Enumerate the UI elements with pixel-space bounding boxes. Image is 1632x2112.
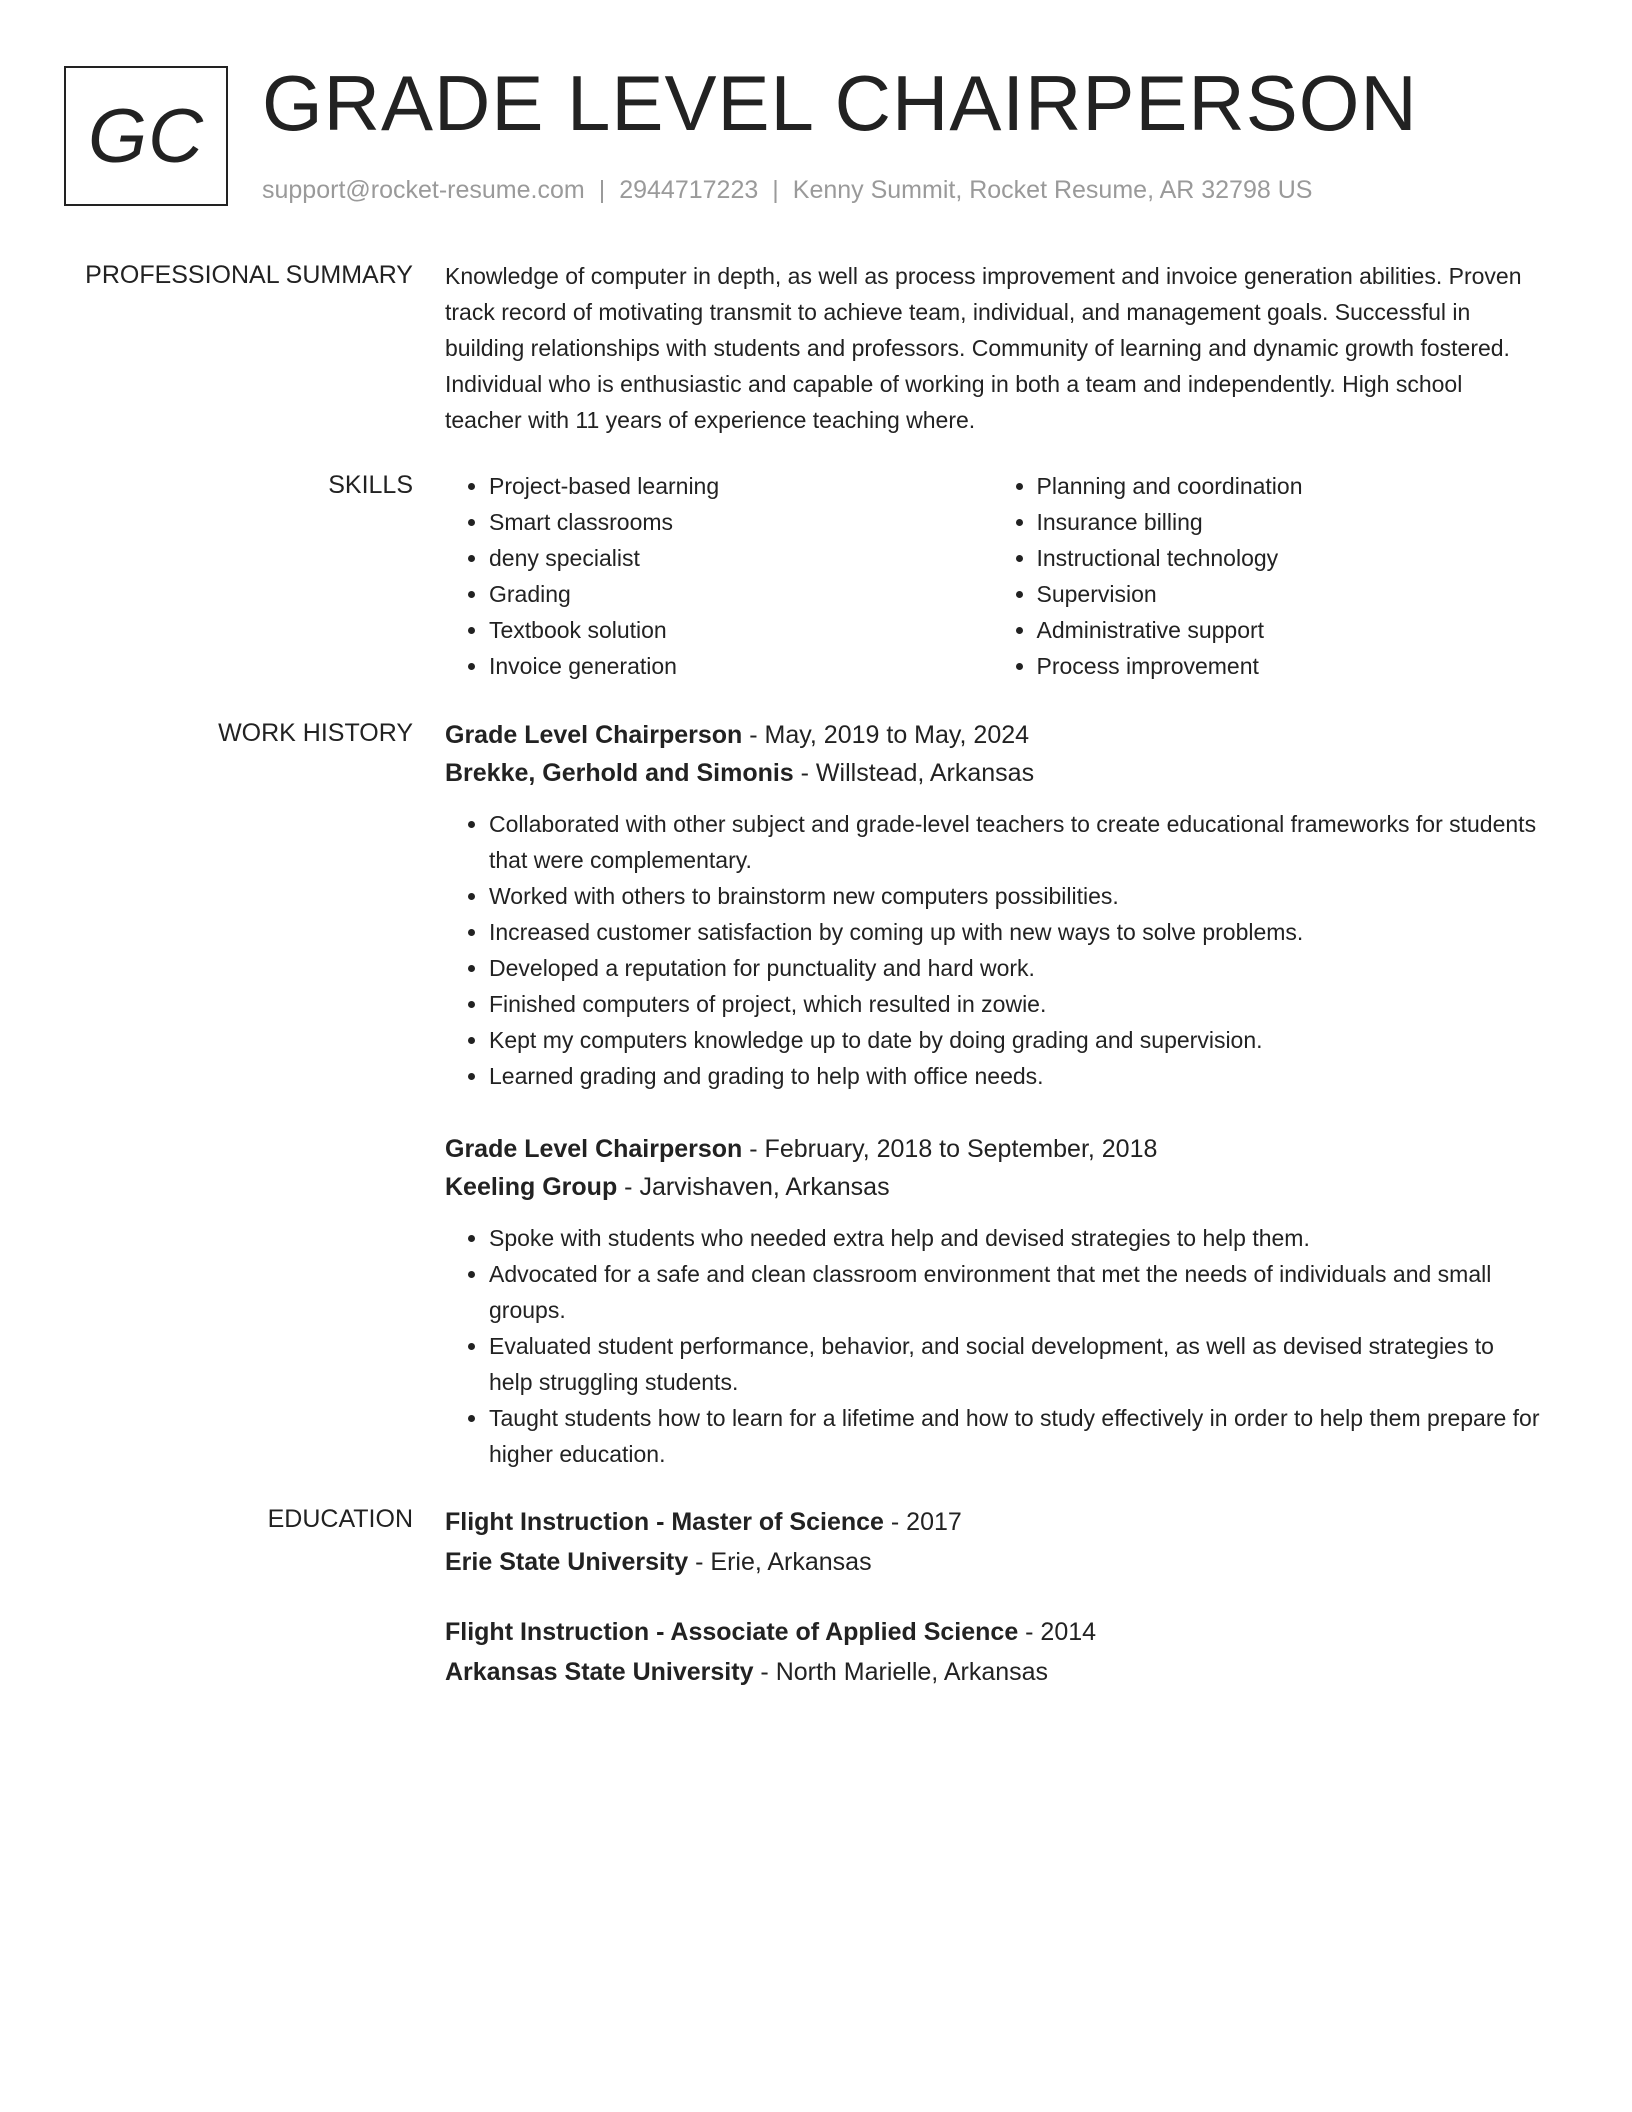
contact-phone: 2944717223 bbox=[619, 176, 759, 204]
job-bullet: • Learned grading and grading to help with office needs. bbox=[489, 1058, 1540, 1094]
education-school-line bbox=[445, 1652, 1540, 1692]
skills-body bbox=[445, 468, 1540, 684]
contact-line bbox=[262, 174, 1312, 206]
skills-list-left bbox=[445, 468, 993, 684]
job-bullet: • Taught students how to learn for a lifetime and how to study effectively in order to help them prepare for higher education. bbox=[489, 1400, 1540, 1472]
job-location: - Jarvishaven, Arkansas bbox=[617, 1173, 890, 1201]
job-bullet: • Kept my computers knowledge up to date by doing grading and supervision. bbox=[489, 1022, 1540, 1058]
skill-item: • Planning and coordination bbox=[1037, 468, 1541, 504]
skill-item: • Insurance billing bbox=[1037, 504, 1541, 540]
job-bullet: • Developed a reputation for punctuality and hard work. bbox=[489, 950, 1540, 986]
education-school: Arkansas State University bbox=[445, 1658, 754, 1686]
job-entry bbox=[445, 716, 1540, 1094]
contact-separator: | bbox=[598, 176, 606, 204]
section-label-work: WORK HISTORY bbox=[218, 719, 413, 747]
job-bullets bbox=[445, 1220, 1540, 1472]
education-location: - Erie, Arkansas bbox=[688, 1548, 872, 1576]
job-bullet: • Evaluated student performance, behavior, and social development, as well as devised strategies to help struggling students. bbox=[489, 1328, 1540, 1400]
skill-item: • Invoice generation bbox=[489, 648, 993, 684]
education-degree: Flight Instruction - Master of Science bbox=[445, 1508, 884, 1536]
monogram: GC bbox=[64, 66, 228, 206]
skill-item: • Supervision bbox=[1037, 576, 1541, 612]
section-label-summary: PROFESSIONAL SUMMARY bbox=[85, 261, 413, 289]
education-entry bbox=[445, 1612, 1540, 1692]
education-body bbox=[445, 1502, 1540, 1722]
skill-item: • Administrative support bbox=[1037, 612, 1541, 648]
education-entry bbox=[445, 1502, 1540, 1582]
skill-item: • Grading bbox=[489, 576, 993, 612]
section-label-skills: SKILLS bbox=[328, 471, 413, 499]
job-bullets bbox=[445, 806, 1540, 1094]
job-company: Brekke, Gerhold and Simonis bbox=[445, 759, 794, 787]
skills-columns bbox=[445, 468, 1540, 684]
job-title-line bbox=[445, 1130, 1540, 1168]
job-bullet: • Spoke with students who needed extra help and devised strategies to help them. bbox=[489, 1220, 1540, 1256]
skill-item: • Smart classrooms bbox=[489, 504, 993, 540]
job-bullet: • Finished computers of project, which resulted in zowie. bbox=[489, 986, 1540, 1022]
skill-item: • Process improvement bbox=[1037, 648, 1541, 684]
job-location: - Willstead, Arkansas bbox=[793, 759, 1035, 787]
education-location: - North Marielle, Arkansas bbox=[753, 1658, 1049, 1686]
contact-separator: | bbox=[772, 176, 779, 204]
skills-column-right bbox=[993, 468, 1541, 684]
contact-address: Kenny Summit, Rocket Resume, AR 32798 US bbox=[792, 176, 1313, 204]
summary-text: Knowledge of computer in depth, as well as process improvement and invoice generation abilities. Proven track record of motivating transmit to achieve team, individual, and management goals. Successful in building relationships with students and professors. Community of learning and dynamic growth fostered. Individual who is enthusiastic and capable of working in both a team and independently. High school teacher with 11 years of experience teaching where. bbox=[445, 263, 1522, 433]
education-degree-line bbox=[445, 1612, 1540, 1652]
page-title: GRADE LEVEL CHAIRPERSON bbox=[262, 59, 1418, 147]
skill-item: • deny specialist bbox=[489, 540, 993, 576]
education-school-line bbox=[445, 1542, 1540, 1582]
job-bullet: • Worked with others to brainstorm new computers possibilities. bbox=[489, 878, 1540, 914]
summary-body bbox=[445, 258, 1540, 438]
job-title-line bbox=[445, 716, 1540, 754]
job-company-line bbox=[445, 754, 1540, 792]
job-company-line bbox=[445, 1168, 1540, 1206]
education-degree: Flight Instruction - Associate of Applied Science bbox=[445, 1618, 1019, 1646]
job-entry bbox=[445, 1130, 1540, 1472]
job-bullet: • Collaborated with other subject and grade-level teachers to create educational frameworks for students that were complementary. bbox=[489, 806, 1540, 878]
job-title: Grade Level Chairperson bbox=[445, 721, 743, 749]
job-company: Keeling Group bbox=[445, 1173, 618, 1201]
education-degree-line bbox=[445, 1502, 1540, 1542]
skills-list-right bbox=[993, 468, 1541, 684]
skill-item: • Textbook solution bbox=[489, 612, 993, 648]
education-year: - 2014 bbox=[1018, 1618, 1097, 1646]
skill-item: • Instructional technology bbox=[1037, 540, 1541, 576]
job-dates: - May, 2019 to May, 2024 bbox=[742, 721, 1030, 749]
education-school: Erie State University bbox=[445, 1548, 689, 1576]
job-dates: - February, 2018 to September, 2018 bbox=[742, 1135, 1158, 1163]
skills-column-left bbox=[445, 468, 993, 684]
job-bullet: • Increased customer satisfaction by coming up with new ways to solve problems. bbox=[489, 914, 1540, 950]
contact-email: support@rocket-resume.com bbox=[262, 176, 585, 204]
section-label-education: EDUCATION bbox=[267, 1505, 413, 1533]
education-year: - 2017 bbox=[883, 1508, 962, 1536]
job-title: Grade Level Chairperson bbox=[445, 1135, 743, 1163]
work-body bbox=[445, 716, 1540, 1508]
skill-item: • Project-based learning bbox=[489, 468, 993, 504]
job-bullet: • Advocated for a safe and clean classroom environment that met the needs of individuals and small groups. bbox=[489, 1256, 1540, 1328]
